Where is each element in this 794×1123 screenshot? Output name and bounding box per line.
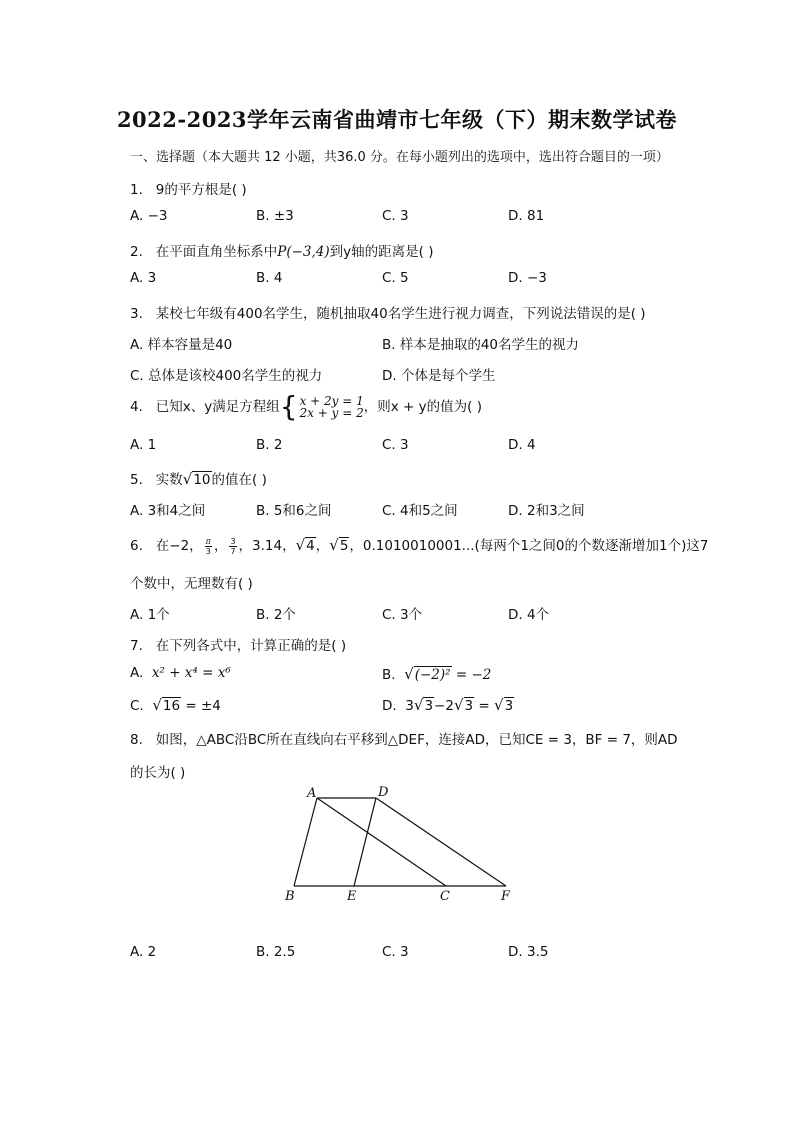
radicand: 16 xyxy=(162,698,181,714)
option-c[interactable]: C. 4和5之间 xyxy=(382,503,458,519)
question-text: ，则x + y的值为( ) xyxy=(363,399,482,415)
question-text: 在下列各式中，计算正确的是( ) xyxy=(155,638,347,654)
option-expression: = −2 xyxy=(451,667,492,683)
question-1 xyxy=(130,178,247,198)
option-d[interactable]: D. 2和3之间 xyxy=(508,503,585,519)
sqrt-icon: √ xyxy=(295,536,306,554)
option-a[interactable]: A. 3和4之间 xyxy=(130,503,206,519)
question-number: 6. xyxy=(130,538,143,554)
question-text: 如图，△ABC沿BC所在直线向右平移到△DEF，连接AD，已知CE = 3，BF = 7，则AD xyxy=(155,732,678,748)
question-number: 7. xyxy=(130,638,143,654)
option-d[interactable]: D. 4 xyxy=(508,437,536,453)
option-d[interactable]: D. 4个 xyxy=(508,607,550,623)
point-p: P(−3,4) xyxy=(277,244,330,260)
equation-1: x + 2y = 1 xyxy=(299,394,364,408)
option-b[interactable]: B. ±3 xyxy=(256,208,294,224)
equals: = xyxy=(474,698,494,714)
option-c[interactable]: C. 3 xyxy=(382,944,409,960)
option-b[interactable]: B. 2个 xyxy=(256,607,296,623)
segment-ac xyxy=(317,798,446,886)
option-a[interactable]: A. −3 xyxy=(130,208,168,224)
radicand: (−2)² xyxy=(414,667,451,683)
coefficient: −2 xyxy=(434,698,454,714)
option-b[interactable] xyxy=(382,665,491,683)
option-b[interactable]: B. 样本是抽取的40名学生的视力 xyxy=(382,337,580,353)
option-d[interactable]: D. −3 xyxy=(508,270,547,286)
segment-de xyxy=(354,798,376,886)
sqrt-icon: √ xyxy=(413,696,424,714)
question-text: 已知x、y满足方程组 xyxy=(155,399,280,415)
option-c[interactable]: C. 3 xyxy=(382,437,409,453)
fraction-3-7: $\frac{3}{7}$ xyxy=(230,536,236,556)
question-4 xyxy=(130,390,482,423)
sqrt-icon: √ xyxy=(182,470,193,488)
radicand: 10 xyxy=(193,472,211,488)
option-letter: A. xyxy=(130,665,144,681)
question-5 xyxy=(130,468,267,488)
fraction-pi-3: $\frac{\pi}{3}$ xyxy=(205,536,211,556)
question-number: 2. xyxy=(130,244,143,260)
option-b[interactable]: B. 2.5 xyxy=(256,944,296,960)
option-expression: = ±4 xyxy=(181,698,221,714)
question-text: 在平面直角坐标系中 xyxy=(155,244,278,260)
question-text: 在−2， xyxy=(155,538,203,554)
question-text: ，3.14， xyxy=(238,538,296,554)
question-8-line2: 的长为( ) xyxy=(130,765,186,781)
option-b[interactable]: B. 5和6之间 xyxy=(256,503,332,519)
question-2 xyxy=(130,240,434,260)
radicand: 4 xyxy=(306,538,315,554)
label-a: A xyxy=(307,786,317,801)
label-c: C xyxy=(440,889,450,904)
question-text: ，0.1010010001...(每两个1之间0的个数逐渐增加1个)这7 xyxy=(349,538,709,554)
sqrt-icon: √ xyxy=(453,696,464,714)
option-b[interactable]: B. 4 xyxy=(256,270,283,286)
label-d: D xyxy=(378,785,389,800)
option-letter: B. xyxy=(382,667,396,683)
brace-icon: { xyxy=(279,390,298,423)
label-e: E xyxy=(347,889,357,904)
option-a[interactable]: A. 1个 xyxy=(130,607,170,623)
segment-df xyxy=(376,798,506,886)
option-letter: D. xyxy=(382,698,397,714)
question-text: 的值在( ) xyxy=(211,472,267,488)
option-b[interactable]: B. 2 xyxy=(256,437,283,453)
option-c[interactable] xyxy=(130,696,221,714)
option-d[interactable] xyxy=(382,696,514,714)
label-b: B xyxy=(285,889,295,904)
equation-system xyxy=(300,395,364,419)
section-heading: 一、选择题（本大题共 12 小题，共36.0 分。在每小题列出的选项中，选出符合题目的一项） xyxy=(130,150,669,165)
radicand: 3 xyxy=(464,698,474,714)
question-6: 6. 在−2， $\frac{\pi}{3}$ ， $\frac{3}{7}$ ，3.14，√4，√5，0.1010010001...(每两个1之间0的个数逐渐增加1个)这7 xyxy=(130,536,709,556)
radicand: 5 xyxy=(339,538,349,554)
option-a[interactable]: A. 1 xyxy=(130,437,157,453)
option-a[interactable]: A. 样本容量是40 xyxy=(130,337,233,353)
radicand: 3 xyxy=(424,698,434,714)
question-number: 4. xyxy=(130,399,143,415)
question-6-line2: 个数中，无理数有( ) xyxy=(130,576,253,592)
translation-figure xyxy=(280,780,520,910)
sqrt-icon: √ xyxy=(329,536,339,554)
option-a[interactable] xyxy=(130,665,231,681)
option-c[interactable]: C. 3 xyxy=(382,208,409,224)
option-expression: x² + x⁴ = x⁶ xyxy=(151,665,231,681)
question-number: 3. xyxy=(130,306,143,322)
question-number: 5. xyxy=(130,472,143,488)
option-d[interactable]: D. 3.5 xyxy=(508,944,549,960)
option-c[interactable]: C. 5 xyxy=(382,270,409,286)
sqrt-icon: √ xyxy=(404,665,414,683)
option-c[interactable]: C. 3个 xyxy=(382,607,423,623)
question-text: 实数 xyxy=(155,472,183,488)
sqrt-icon: √ xyxy=(494,696,504,714)
question-text: 到y轴的距离是( ) xyxy=(329,244,434,260)
question-number: 8. xyxy=(130,732,143,748)
question-number: 1. xyxy=(130,182,143,198)
segment-ab xyxy=(294,798,317,886)
coefficient: 3 xyxy=(405,698,414,714)
option-letter: C. xyxy=(130,698,144,714)
radicand: 3 xyxy=(504,698,514,714)
question-3 xyxy=(130,302,646,322)
question-text: 9的平方根是( ) xyxy=(155,182,247,198)
question-8 xyxy=(130,728,678,748)
option-a[interactable]: A. 3 xyxy=(130,270,157,286)
option-a[interactable]: A. 2 xyxy=(130,944,157,960)
option-c[interactable]: C. 总体是该校400名学生的视力 xyxy=(130,368,323,384)
question-text: 某校七年级有400名学生，随机抽取40名学生进行视力调查，下列说法错误的是( ) xyxy=(155,306,646,322)
label-f: F xyxy=(501,889,511,904)
sqrt-icon: √ xyxy=(152,696,162,714)
option-d[interactable]: D. 个体是每个学生 xyxy=(382,368,496,384)
equation-2: 2x + y = 2 xyxy=(299,406,364,420)
question-7 xyxy=(130,634,346,654)
page-title: 2022-2023学年云南省曲靖市七年级（下）期末数学试卷 xyxy=(116,107,678,132)
option-d[interactable]: D. 81 xyxy=(508,208,545,224)
